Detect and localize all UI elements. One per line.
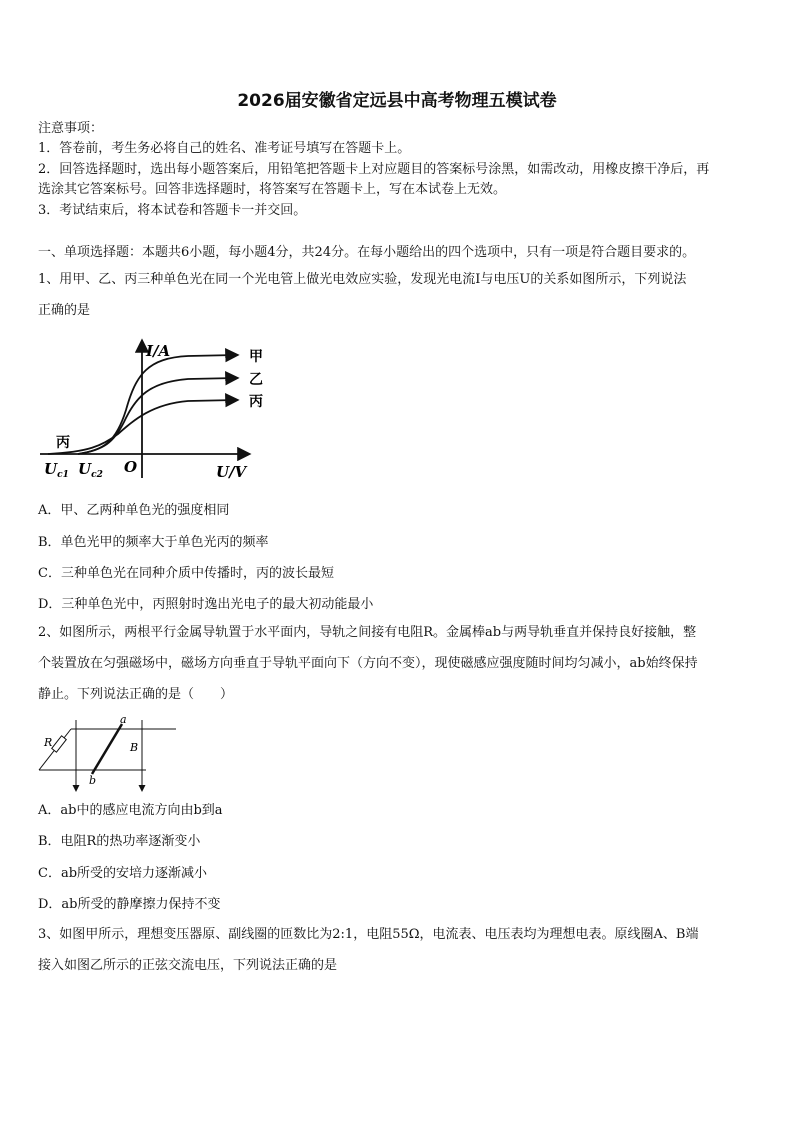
notice-item-2-cont: 选涂其它答案标号。回答非选择题时，将答案写在答题卡上，写在本试卷上无效。 (38, 182, 507, 197)
notice-heading: 注意事项： (38, 121, 104, 136)
label-b-field: B (130, 741, 139, 754)
q2-option-c: C．ab所受的安培力逐渐减小 (38, 866, 208, 881)
y-axis-label: I/A (146, 342, 171, 360)
q1-option-a: A．甲、乙两种单色光的强度相同 (38, 503, 230, 518)
q2-option-b: B．电阻R的热功率逐渐变小 (38, 834, 201, 849)
q2-stem-line3: 静止。下列说法正确的是（ ） (38, 687, 234, 702)
origin-label: O (124, 458, 138, 476)
q3-stem-line1: 3、如图甲所示，理想变压器原、副线圈的匝数比为2:1，电阻55Ω，电流表、电压表均为理想电表。原线圈A、B端 (38, 927, 699, 942)
x-axis-label: U/V (216, 463, 247, 481)
left-label-bing: 丙 (56, 435, 70, 451)
notice-item-1: 1．答卷前，考生务必将自己的姓名、准考证号填写在答题卡上。 (38, 141, 411, 156)
resistor-r (52, 736, 67, 752)
curve-yi (78, 378, 236, 454)
q1-stem-line1: 1、用甲、乙、丙三种单色光在同一个光电管上做光电效应实验，发现光电流I与电压U的关系如图所示，下列说法 (38, 272, 687, 287)
q2-option-a: A．ab中的感应电流方向由b到a (38, 803, 223, 818)
curve-label-jia: 甲 (249, 349, 263, 365)
q1-figure-iu-graph (38, 338, 278, 487)
q2-stem-line2: 个装置放在匀强磁场中，磁场方向垂直于导轨平面向下（方向不变），现使磁感应强度随时间均匀减小，ab始终保持 (38, 656, 698, 671)
curve-jia (78, 355, 236, 454)
label-a: a (120, 714, 127, 726)
notice-item-3: 3．考试结束后，将本试卷和答题卡一并交回。 (38, 203, 307, 218)
exam-title: 2026届安徽省定远县中高考物理五模试卷 (237, 91, 557, 111)
q1-stem-line2: 正确的是 (38, 303, 91, 318)
q1-option-b: B．单色光甲的频率大于单色光丙的频率 (38, 535, 269, 550)
q1-option-c: C．三种单色光在同种介质中传播时，丙的波长最短 (38, 566, 334, 581)
uc2-label: $U_{c2}$ (78, 460, 103, 480)
q2-stem-line1: 2、如图所示，两根平行金属导轨置于水平面内，导轨之间接有电阻R。金属棒ab与两导轨垂直并保持良好接触，整 (38, 625, 697, 640)
q1-option-d: D．三种单色光中，丙照射时逸出光电子的最大初动能最小 (38, 597, 374, 612)
q3-stem-line2: 接入如图乙所示的正弦交流电压，下列说法正确的是 (38, 958, 338, 973)
curve-label-yi: 乙 (249, 372, 263, 388)
metal-rod-ab (92, 724, 122, 774)
q2-option-d: D．ab所受的静摩擦力保持不变 (38, 897, 221, 912)
label-r: R (44, 736, 53, 749)
curve-label-bing: 丙 (249, 394, 263, 410)
section-heading: 一、单项选择题：本题共6小题，每小题4分，共24分。在每小题给出的四个选项中，只有一项是符合题目要求的。 (38, 245, 696, 260)
notice-item-2: 2．回答选择题时，选出每小题答案后，用铅笔把答题卡上对应题目的答案标号涂黑，如需改动，用橡皮擦干净后，再 (38, 162, 710, 177)
uc1-label: $U_{c1}$ (44, 460, 69, 480)
label-b: b (89, 774, 97, 787)
q2-figure-rails (36, 714, 186, 796)
